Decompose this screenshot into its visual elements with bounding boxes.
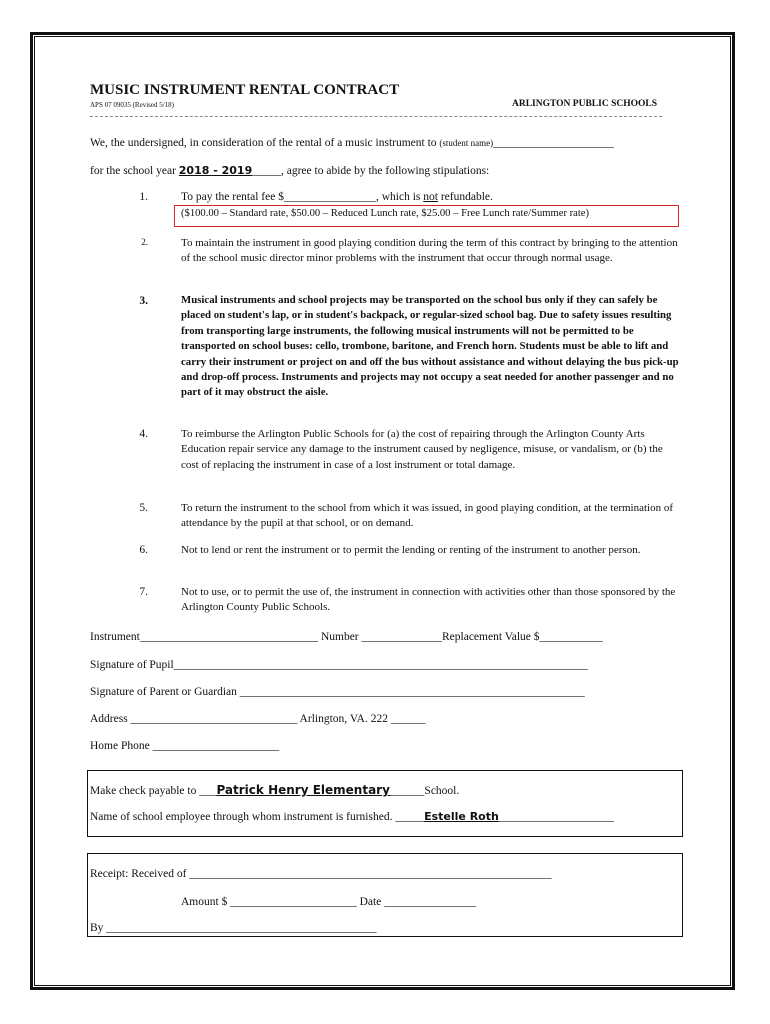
district-name: ARLINGTON PUBLIC SCHOOLS <box>512 99 657 109</box>
employee-name-field[interactable]: Estelle Roth <box>424 810 499 823</box>
item-number: 5. <box>139 502 148 514</box>
item-6-text: Not to lend or rent the instrument or to permit the lending or renting of the instrument to another person. <box>181 544 641 556</box>
item-number: 3. <box>139 295 148 307</box>
signature-parent-field[interactable]: Signature of Parent or Guardian ____________________________________________________________ <box>90 686 585 698</box>
payable-school-field[interactable]: Patrick Henry Elementary <box>216 783 390 797</box>
student-name-label: (student name) <box>439 138 494 148</box>
page-title: MUSIC INSTRUMENT RENTAL CONTRACT <box>90 82 400 98</box>
receipt-amount-date-field[interactable]: Amount $ ______________________ Date ________________ <box>181 896 477 908</box>
item-3-text: Musical instruments and school projects may be transported on the school bus only if they can safely be placed on student's lap, or in student's backpack, or regular-sized school bag. Due to safety issues resulting from transporting large instruments, the following musical instruments will not be permitted to be transported on school buses: cello, trombone, baritone, and French horn. Students must be able to lift and carry their instrument or project on and off the bus without assistance and without delaying the bus pick-up and drop-off process. Instruments and projects may not occupy a seat needed for another passenger and no part of it may obstruct the aisle. <box>181 294 679 399</box>
home-phone-field[interactable]: Home Phone ______________________ <box>90 740 280 752</box>
rental-fee-line: To pay the rental fee $________________, which is not refundable. <box>181 191 493 203</box>
employee-line: Name of school employee through whom instrument is furnished. _____Estelle Roth____________________ <box>90 810 614 823</box>
school-year-field[interactable]: 2018 - 2019 <box>178 164 253 177</box>
item-number: 6. <box>139 544 148 556</box>
item-number: 7. <box>139 586 148 598</box>
address-field[interactable]: Address _____________________________ Arlington, VA. 222 ______ <box>90 713 426 725</box>
receipt-received-field[interactable]: Receipt: Received of _______________________________________________________________ <box>90 868 552 880</box>
rates-highlight-box <box>174 205 679 227</box>
form-code: APS 07 09035 (Revised 5/18) <box>90 101 174 109</box>
item-2-text: To maintain the instrument in good playing condition during the term of this contract by bringing to the attention of the school music director minor problems with the instrument that occur through normal usage. <box>181 237 678 265</box>
student-name-field[interactable]: _____________________ <box>493 137 614 149</box>
item-number: 4. <box>139 428 148 440</box>
item-4-text: To reimburse the Arlington Public Schools for (a) the cost of repairing through the Arlington County Arts Education repair service any damage to the instrument caused by negligence, misuse, or vandalism, or (b) the cost of replacing the instrument in case of a lost instrument or total damage. <box>181 428 663 471</box>
instrument-fields[interactable]: Instrument_______________________________ Number ______________Replacement Value $___________ <box>90 631 603 643</box>
item-7-text: Not to use, or to permit the use of, the instrument in connection with activities other than those sponsored by the Arlington County Public Schools. <box>181 586 676 614</box>
signature-pupil-field[interactable]: Signature of Pupil________________________________________________________________________ <box>90 659 588 671</box>
school-year-line: for the school year 2018 - 2019_____, agree to abide by the following stipulations: <box>90 164 490 177</box>
payable-box <box>87 770 683 837</box>
item-number: 1. <box>139 191 148 203</box>
item-5-text: To return the instrument to the school from which it was issued, in good playing condition, at the termination of attendance by the pupil at that school, or on demand. <box>181 502 674 530</box>
payable-line: Make check payable to ___Patrick Henry Elementary______School. <box>90 783 460 797</box>
receipt-by-field[interactable]: By _______________________________________________ <box>90 922 377 934</box>
intro-line: We, the undersigned, in consideration of the rental of a music instrument to (student name)_____________________ <box>90 137 614 149</box>
rental-rates: ($100.00 – Standard rate, $50.00 – Reduced Lunch rate, $25.00 – Free Lunch rate/Summer rate) <box>181 208 590 219</box>
item-number: 2. <box>141 237 148 247</box>
header-divider <box>90 116 662 117</box>
